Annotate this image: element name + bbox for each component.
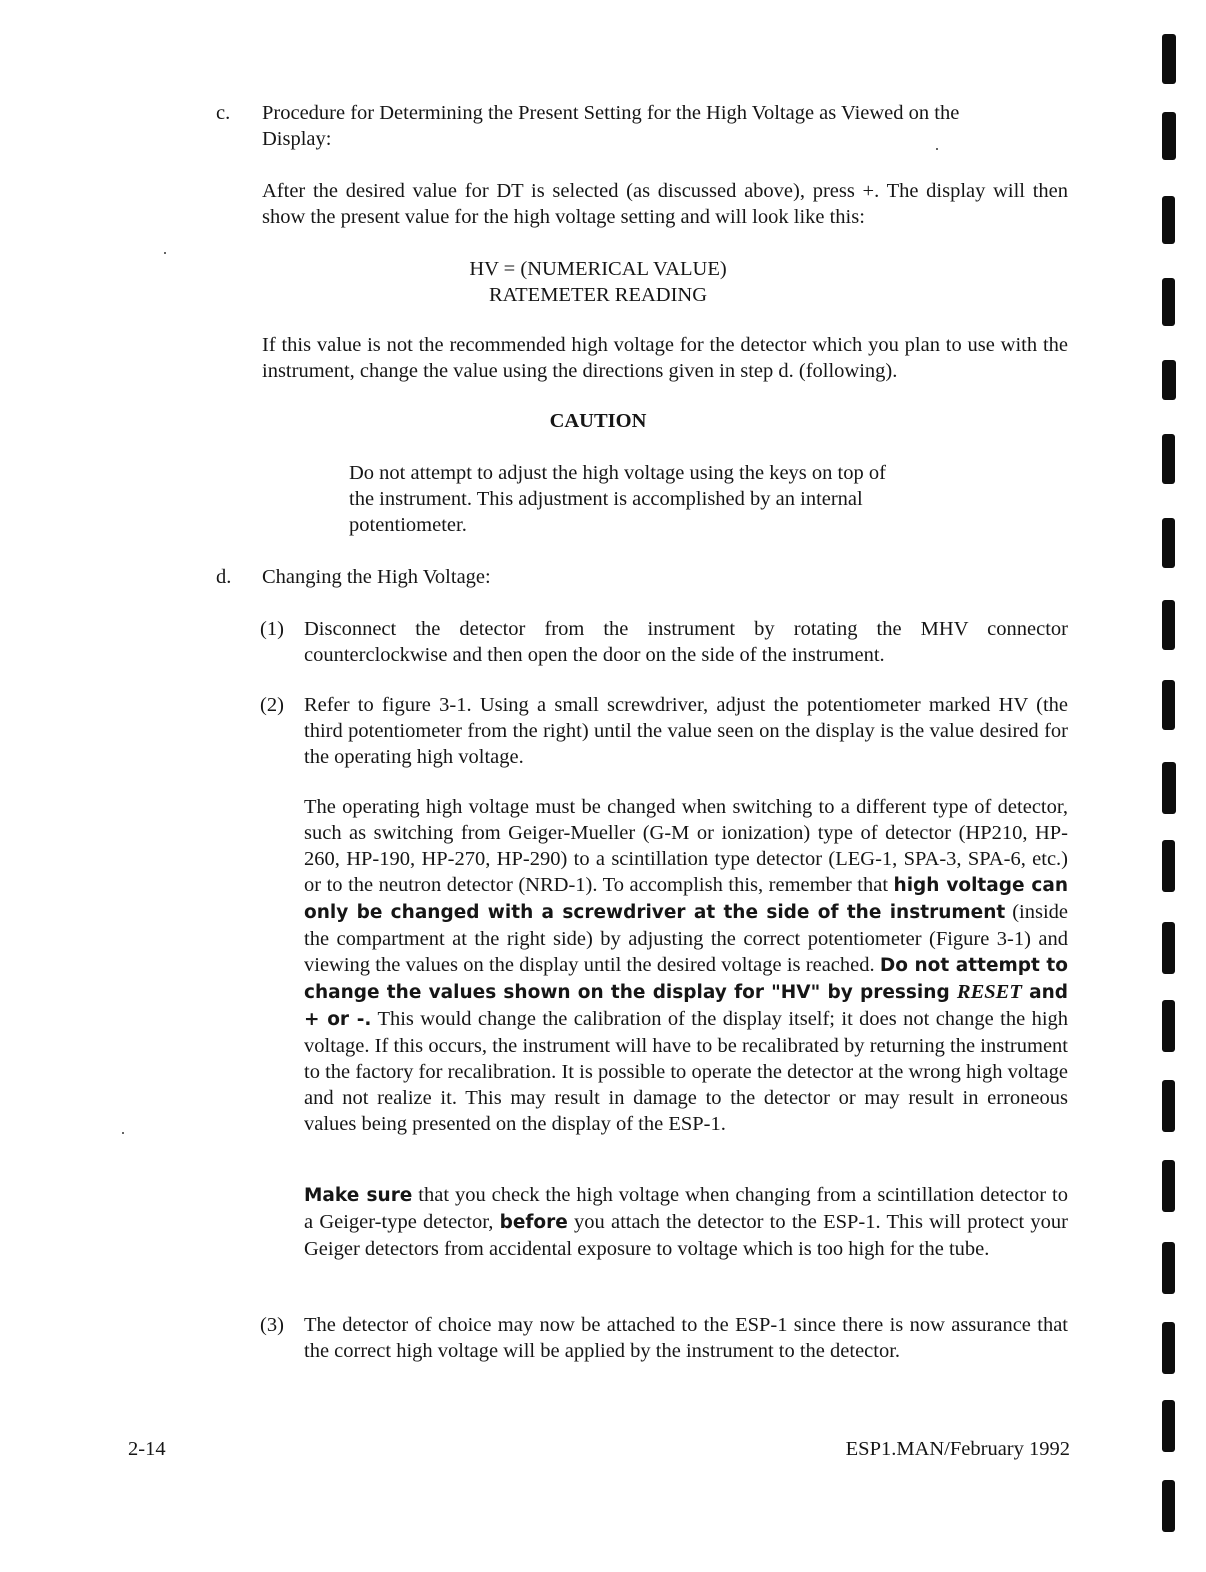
section-d-heading: Changing the High Voltage: xyxy=(262,566,491,588)
scan-mark xyxy=(1162,1400,1175,1452)
section-d-marker: d. xyxy=(216,566,232,588)
scan-speck xyxy=(122,1132,124,1134)
step-2-p3-part1: that you check the high voltage when changing from a scintillation detector to a Geiger-type detector, xyxy=(304,1184,1068,1233)
section-c-followup: If this value is not the recommended high voltage for the detector which you plan to use with the instrument, change the value using the directions given in step d. (following). xyxy=(262,334,1068,382)
scan-mark xyxy=(1162,1480,1175,1532)
section-c-marker: c. xyxy=(216,102,231,124)
scan-mark xyxy=(1162,1160,1175,1212)
section-d xyxy=(216,564,1068,590)
step-2 xyxy=(260,692,1068,770)
caution-title: CAUTION xyxy=(549,410,647,432)
scan-mark xyxy=(1162,840,1175,892)
step-2-p2-bold3: and + or -. xyxy=(304,982,1068,1030)
section-c-heading-line1: Procedure for Determining the Present Setting for the High Voltage as Viewed on the xyxy=(262,102,960,124)
scan-mark xyxy=(1162,1000,1175,1052)
step-2-p2-bold1: high voltage can only be changed with a screwdriver at the side of the instrument xyxy=(304,875,1069,923)
display-line-hv: HV = (NUMERICAL VALUE) xyxy=(469,258,727,280)
caution-text: Do not attempt to adjust the high voltage using the keys on top of the instrument. This adjustment is accomplished by an internal potentiometer. xyxy=(349,462,886,536)
step-3 xyxy=(260,1312,1068,1364)
scan-mark xyxy=(1162,600,1175,650)
scan-mark xyxy=(1162,360,1176,400)
scan-mark xyxy=(1162,762,1176,814)
step-2-text: Refer to figure 3-1. Using a small screwdriver, adjust the potentiometer marked HV (the third potentiometer from the right) until the value seen on the display is the value desired for the operating high voltage. xyxy=(304,694,1068,768)
scan-mark xyxy=(1162,196,1175,244)
scan-mark xyxy=(1162,278,1175,326)
scan-mark xyxy=(1162,1242,1175,1294)
scan-mark xyxy=(1162,1080,1175,1132)
step-1 xyxy=(260,616,1068,668)
step-1-marker: (1) xyxy=(260,618,284,640)
scan-mark xyxy=(1162,1322,1175,1374)
step-1-text: Disconnect the detector from the instrument by rotating the MHV connector counterclockwise and then open the door on the side of the instrument. xyxy=(304,618,1068,666)
step-2-p3-bold2: before xyxy=(499,1212,568,1233)
step-2-paragraph-2 xyxy=(304,794,1068,1137)
step-2-p2-part2: (inside the compartment at the right side) by adjusting the correct potentiometer (Figure 3-1) and viewing the values on the display until the desired voltage is reached. xyxy=(304,901,1069,976)
display-example xyxy=(400,256,796,308)
section-c-intro: After the desired value for DT is selected (as discussed above), press +. The display will then show the present value for the high voltage setting and will look like this: xyxy=(262,180,1068,228)
step-2-p3-part2: you attach the detector to the ESP-1. This will protect your Geiger detectors from accidental exposure to voltage which is too high for the tube. xyxy=(304,1211,1068,1260)
section-c xyxy=(216,100,1068,152)
step-2-p2-part3: This would change the calibration of the display itself; it does not change the high voltage. If this occurs, the instrument will have to be recalibrated by returning the instrument to the factory for recalibration. It is possible to operate the detector at the wrong high voltage and not realize it. This may result in damage to the detector or may result in erroneous values being presented on the display of the ESP-1. xyxy=(304,1008,1069,1135)
footer-page-number: 2-14 xyxy=(128,1438,166,1460)
display-line-ratemeter: RATEMETER READING xyxy=(488,284,708,306)
step-2-marker: (2) xyxy=(260,694,284,716)
step-2-paragraph-3 xyxy=(304,1182,1068,1262)
scan-mark xyxy=(1162,680,1175,730)
scan-mark xyxy=(1162,922,1175,974)
step-2-p3-bold1: Make sure xyxy=(304,1185,413,1206)
scan-mark xyxy=(1162,34,1176,84)
footer-document-ref: ESP1.MAN/February 1992 xyxy=(845,1438,1070,1460)
scan-speck xyxy=(936,148,938,150)
step-2-p2-reset: RESET xyxy=(956,981,1022,1003)
step-3-marker: (3) xyxy=(260,1314,284,1336)
step-3-text: The detector of choice may now be attached to the ESP-1 since there is now assurance that the correct high voltage will be applied by the instrument to the detector. xyxy=(304,1314,1068,1362)
scan-mark xyxy=(1162,434,1175,484)
scan-mark xyxy=(1162,112,1176,160)
step-2-p2-bold2: Do not attempt to change the values shown on the display for "HV" by pressing xyxy=(304,955,1068,1003)
scan-mark xyxy=(1162,518,1175,568)
section-c-heading-line2: Display: xyxy=(262,128,332,150)
scan-speck xyxy=(164,252,166,254)
step-2-p2-part1: The operating high voltage must be changed when switching to a different type of detector, such as switching from Geiger-Mueller (G-M or ionization) type of detector (HP210, HP-260, HP-190, HP-270, HP-290) to a scintillation type detector (LEG-1, SPA-3, SPA-6, etc.) or to the neutron detector (NRD-1). To accomplish this, remember that xyxy=(304,796,1068,896)
